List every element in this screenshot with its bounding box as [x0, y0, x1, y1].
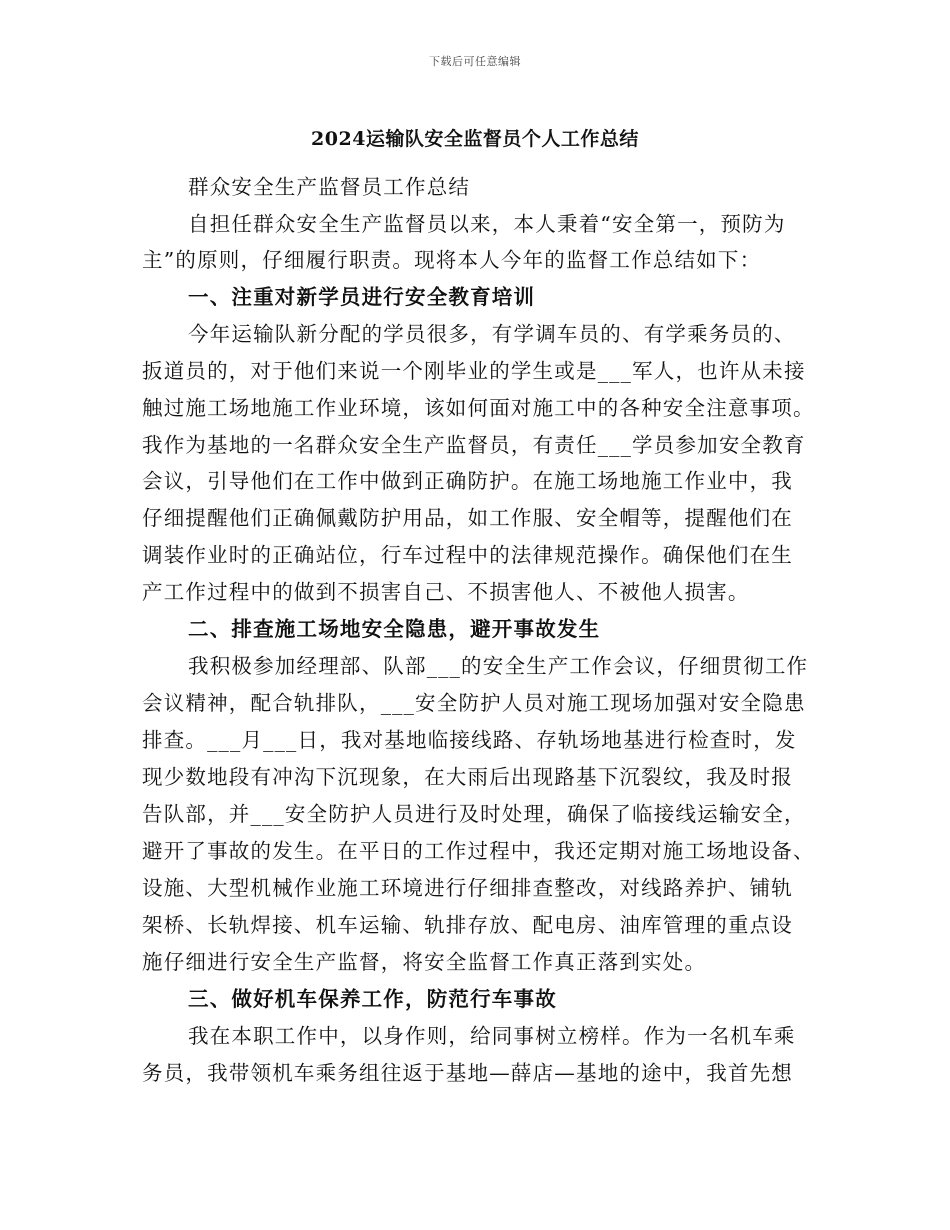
paragraph-line: 务员，我带领机车乘务组往返于基地—薛店—基地的途中，我首先想 — [142, 1061, 793, 1085]
paragraph-line: 我作为基地的一名群众安全生产监督员，有责任___学员参加安全教育 — [142, 433, 806, 457]
paragraph-line: 我在本职工作中，以身作则，给同事树立榜样。作为一名机车乘 — [188, 1024, 796, 1048]
paragraph-line: 排查。___月___日，我对基地临接线路、存轨场地基进行检查时，发 — [142, 728, 797, 752]
paragraph-line: 架桥、长轨焊接、机车运输、轨排存放、配电房、油库管理的重点设 — [142, 913, 793, 937]
paragraph-line: 现少数地段有冲沟下沉现象，在大雨后出现路基下沉裂纹，我及时报 — [142, 765, 793, 789]
paragraph-line: 设施、大型机械作业施工环境进行仔细排查整改，对线路养护、铺轨 — [142, 876, 793, 900]
paragraph-line: 施仔细进行安全生产监督，将安全监督工作真正落到实处。 — [142, 950, 707, 974]
document-title: 2024运输队安全监督员个人工作总结 — [311, 128, 639, 150]
paragraph-line: 自担任群众安全生产监督员以来，本人秉着“安全第一，预防为 — [188, 212, 786, 236]
paragraph-line: 扳道员的，对于他们来说一个刚毕业的学生或是___军人，也许从未接 — [142, 359, 806, 383]
paragraph-line: 会议精神，配合轨排队，___安全防护人员对施工现场加强对安全隐患 — [142, 691, 806, 715]
paragraph-line: 调装作业时的正确站位，行车过程中的法律规范操作。确保他们在生 — [142, 543, 793, 567]
paragraph-line: 会议，引导他们在工作中做到正确防护。在施工场地施工作业中，我 — [142, 469, 793, 493]
paragraph-line: 产工作过程中的做到不损害自己、不损害他人、不被他人损害。 — [142, 580, 750, 604]
section-heading-2: 二、排查施工场地安全隐患，避开事故发生 — [188, 617, 601, 641]
paragraph-line: 避开了事故的发生。在平日的工作过程中，我还定期对施工场地设备、 — [142, 839, 815, 863]
paragraph-line: 我积极参加经理部、队部___的安全生产工作会议，仔细贯彻工作 — [188, 654, 809, 678]
section-subtitle: 群众安全生产监督员工作总结 — [188, 175, 471, 199]
paragraph-line: 告队部，并___安全防护人员进行及时处理，确保了临接线运输安全， — [142, 802, 806, 826]
paragraph-line: 主”的原则，仔细履行职责。现将本人今年的监督工作总结如下： — [142, 248, 762, 272]
section-heading-1: 一、注重对新学员进行安全教育培训 — [188, 285, 536, 309]
section-heading-3: 三、做好机车保养工作，防范行车事故 — [188, 987, 557, 1011]
paragraph-line: 仔细提醒他们正确佩戴防护用品，如工作服、安全帽等，提醒他们在 — [142, 506, 793, 530]
header-note: 下载后可任意编辑 — [429, 55, 521, 68]
paragraph-line: 触过施工场地施工作业环境，该如何面对施工中的各种安全注意事项。 — [142, 396, 815, 420]
paragraph-line: 今年运输队新分配的学员很多，有学调车员的、有学乘务员的、 — [188, 322, 796, 346]
